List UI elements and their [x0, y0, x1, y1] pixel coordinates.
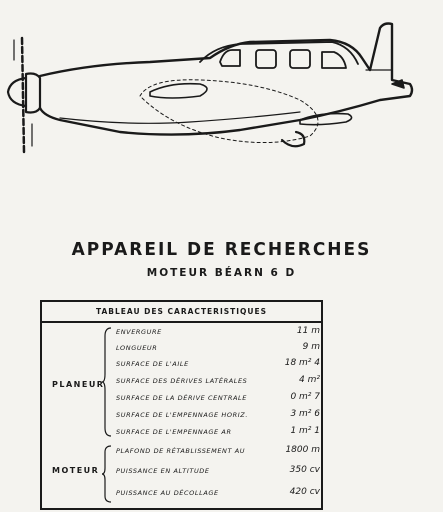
row-value-derive-centrale: 0 m² 7	[290, 392, 320, 402]
table-row	[116, 341, 320, 355]
wing-outline	[140, 80, 318, 143]
window-1	[220, 50, 240, 66]
window-2	[256, 50, 276, 68]
row-value-puissance-decollage: 420 cv	[289, 487, 320, 497]
row-label-puissance-decollage: PUISSANCE AU DÉCOLLAGE	[116, 489, 219, 497]
table-row	[116, 464, 320, 478]
group-label-moteur: MOTEUR	[52, 466, 100, 475]
table-row	[116, 486, 320, 500]
row-label-empennage-horiz: SURFACE DE L'EMPENNAGE HORIZ.	[116, 411, 248, 419]
table-heading: TABLEAU DES CARACTERISTIQUES	[95, 307, 268, 316]
row-label-envergure: ENVERGURE	[116, 328, 162, 336]
characteristics-table	[40, 300, 323, 510]
table-row	[116, 325, 320, 339]
row-label-plafond: PLAFOND DE RÉTABLISSEMENT AU	[116, 447, 246, 455]
row-value-envergure: 11 m	[296, 326, 320, 336]
row-label-derive-centrale: SURFACE DE LA DÉRIVE CENTRALE	[116, 394, 247, 402]
brace-moteur	[102, 444, 112, 504]
table-row	[116, 425, 320, 439]
row-value-derives-laterales: 4 m²	[299, 375, 320, 385]
page-title: APPAREIL DE RECHERCHES	[71, 239, 372, 261]
row-label-longueur: LONGUEUR	[116, 344, 158, 352]
propeller-blade	[22, 38, 24, 152]
row-value-surface-aile: 18 m² 4	[284, 358, 320, 368]
landing-wheel	[282, 132, 304, 146]
row-value-longueur: 9 m	[302, 342, 320, 352]
row-label-surface-aile: SURFACE DE L'AILE	[116, 360, 189, 368]
table-row	[116, 408, 320, 422]
window-3	[290, 50, 310, 68]
row-label-derives-laterales: SURFACE DES DÉRIVES LATÉRALES	[116, 377, 248, 385]
row-label-empennage-ar: SURFACE DE L'EMPENNAGE AR	[116, 428, 232, 436]
row-label-puissance-altitude: PUISSANCE EN ALTITUDE	[116, 467, 210, 475]
table-row	[116, 374, 320, 388]
table-row	[116, 444, 320, 458]
fuselage-outline	[40, 24, 412, 135]
row-value-empennage-horiz: 3 m² 6	[290, 409, 320, 419]
group-label-planeur: PLANEUR	[52, 380, 105, 389]
table-row	[116, 357, 320, 371]
brace-planeur	[102, 326, 112, 438]
table-row	[116, 391, 320, 405]
table-divider	[42, 321, 321, 323]
window-4	[322, 52, 346, 68]
row-value-plafond: 1800 m	[285, 445, 320, 455]
nacelle	[150, 84, 207, 98]
engine-subtitle: MOTEUR BÉARN 6 D	[146, 267, 297, 279]
row-value-empennage-ar: 1 m² 1	[290, 426, 320, 436]
row-value-puissance-altitude: 350 cv	[289, 465, 320, 475]
